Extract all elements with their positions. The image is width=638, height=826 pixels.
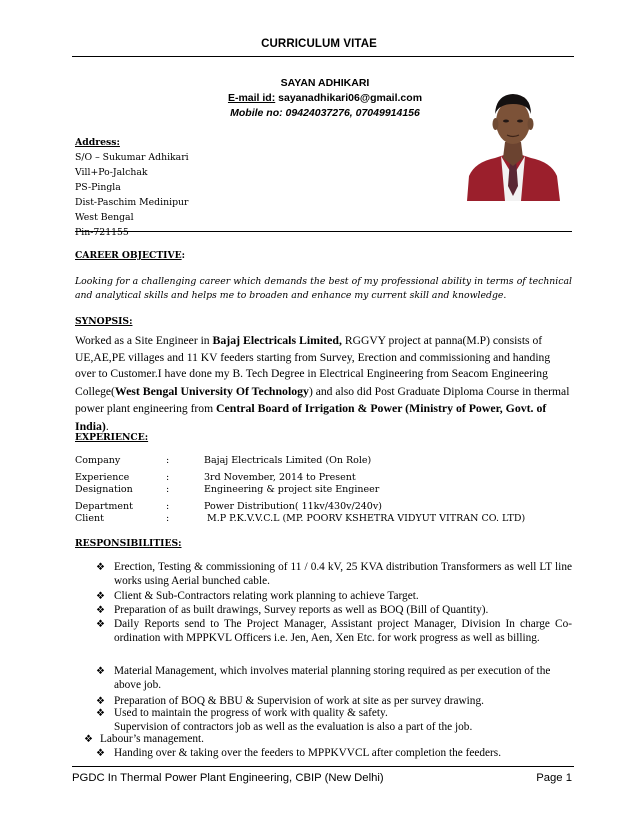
profile-photo (465, 76, 561, 201)
bullet-icon: ❖ (96, 591, 105, 602)
synopsis-bold-institute: Central Board of Irrigation & Power (Ministry of Power, Govt. of India) (75, 401, 547, 433)
responsibility-item: Daily Reports send to The Project Manager, Assistant project Manager, Division In charge Co-ordination with MPPKVL Officers i.e. Jen, Aen, Xen Etc. for work progress as well as billing. (114, 618, 572, 645)
email-value: sayanadhikari06@gmail.com (275, 92, 423, 104)
section-separator (75, 231, 572, 232)
email-label: E-mail id: (227, 92, 276, 104)
synopsis-text: RGGVY project at panna(M.P) consists of UE,AE,PE villages and 11 KV feeders starting from Survey, Erection and commissioning and handing over to Customer.I have done my B. Tech Degree in Electrical Engineering from Seacom Engineering College( (75, 334, 551, 398)
experience-colon: : (166, 472, 170, 483)
experience-value: 3rd November, 2014 to Present (204, 472, 356, 483)
experience-value: M.P P.K.V.V.C.L (MP. POORV KSHETRA VIDYUT VITRAN CO. LTD) (207, 513, 526, 524)
bullet-icon: ❖ (84, 734, 93, 745)
email-line (220, 92, 430, 104)
responsibility-item: Supervision of contractors job as well as the evaluation is also a part of the job. (114, 721, 473, 733)
responsibility-item: Handing over & taking over the feeders to MPPKVVCL after completion the feeders. (114, 747, 502, 759)
bullet-icon: ❖ (96, 619, 105, 630)
address-line: PS-Pingla (75, 182, 121, 193)
synopsis-text: Worked as a Site Engineer in (75, 334, 213, 347)
responsibility-item: Preparation of as built drawings, Survey reports as well as BOQ (Bill of Quantity). (114, 604, 489, 616)
experience-heading: EXPERIENCE: (75, 432, 149, 443)
address-heading: Address: (75, 137, 120, 148)
bullet-icon: ❖ (96, 666, 105, 677)
bullet-icon: ❖ (96, 562, 105, 573)
experience-value: Engineering & project site Engineer (204, 484, 380, 495)
career-objective-heading-text: CAREER OBJECTIVE (75, 250, 182, 261)
experience-key: Client (75, 513, 104, 524)
experience-key: Department (75, 501, 133, 512)
address-line: S/O – Sukumar Adhikari (75, 152, 189, 163)
candidate-name: SAYAN ADHIKARI (280, 77, 370, 89)
synopsis-bold-university: West Bengal University Of Technology (114, 383, 309, 398)
responsibility-item: Preparation of BOQ & BBU & Supervision of work at site as per survey drawing. (114, 695, 484, 707)
address-line: Dist-Paschim Medinipur (75, 197, 189, 208)
address-line: Vill+Po-Jalchak (75, 167, 148, 178)
experience-value: Power Distribution( 11kv/430v/240v) (204, 501, 382, 512)
experience-colon: : (166, 513, 170, 524)
bullet-icon: ❖ (96, 605, 105, 616)
career-objective-heading (75, 250, 185, 261)
responsibilities-heading: RESPONSIBILITIES: (75, 538, 182, 549)
responsibility-item: Labour’s management. (100, 733, 204, 745)
responsibility-item: Erection, Testing & commissioning of 11 / 0.4 kV, 25 KVA distribution Transformers as well LT line works using Aerial bunched cable. (114, 561, 572, 588)
synopsis-text: . (105, 419, 109, 433)
synopsis-paragraph (75, 332, 572, 436)
address-line: Pin-721155 (75, 227, 129, 238)
bullet-icon: ❖ (96, 748, 105, 759)
experience-colon: : (166, 455, 170, 466)
experience-key: Designation (75, 484, 133, 495)
bullet-icon: ❖ (96, 696, 105, 707)
responsibility-item: Used to maintain the progress of work with quality & safety. (114, 707, 388, 719)
footer-rule (72, 766, 574, 767)
header-rule (72, 56, 574, 57)
synopsis-text: ) and also did Post Graduate Diploma Course in thermal power plant engineering from (75, 384, 570, 416)
career-objective-colon: : (181, 250, 186, 261)
career-objective-text: Looking for a challenging career which demands the best of my professional ability in terms of technical and analytical skills and helps me to broaden and enhance my current skill and knowledge. (75, 276, 572, 302)
bullet-icon: ❖ (96, 708, 105, 719)
experience-value: Bajaj Electricals Limited (On Role) (204, 455, 372, 466)
responsibility-item: Material Management, which involves material planning storing required as per execution of the above job. (114, 665, 551, 692)
responsibility-item: Client & Sub-Contractors relating work planning to achieve Target. (114, 590, 419, 602)
address-line: West Bengal (75, 212, 134, 223)
synopsis-heading: SYNOPSIS: (75, 316, 133, 327)
synopsis-bold-company: Bajaj Electricals Limited, (212, 333, 342, 347)
document-title: CURRICULUM VITAE (261, 38, 377, 50)
footer-left-text: PGDC In Thermal Power Plant Engineering, CBIP (New Delhi) (72, 772, 384, 784)
page-number: Page 1 (536, 772, 572, 784)
experience-key: Company (75, 455, 121, 466)
experience-colon: : (166, 501, 170, 512)
experience-colon: : (166, 484, 170, 495)
experience-key: Experience (75, 472, 130, 483)
mobile-line: Mobile no: 09424037276, 07049914156 (230, 107, 420, 119)
